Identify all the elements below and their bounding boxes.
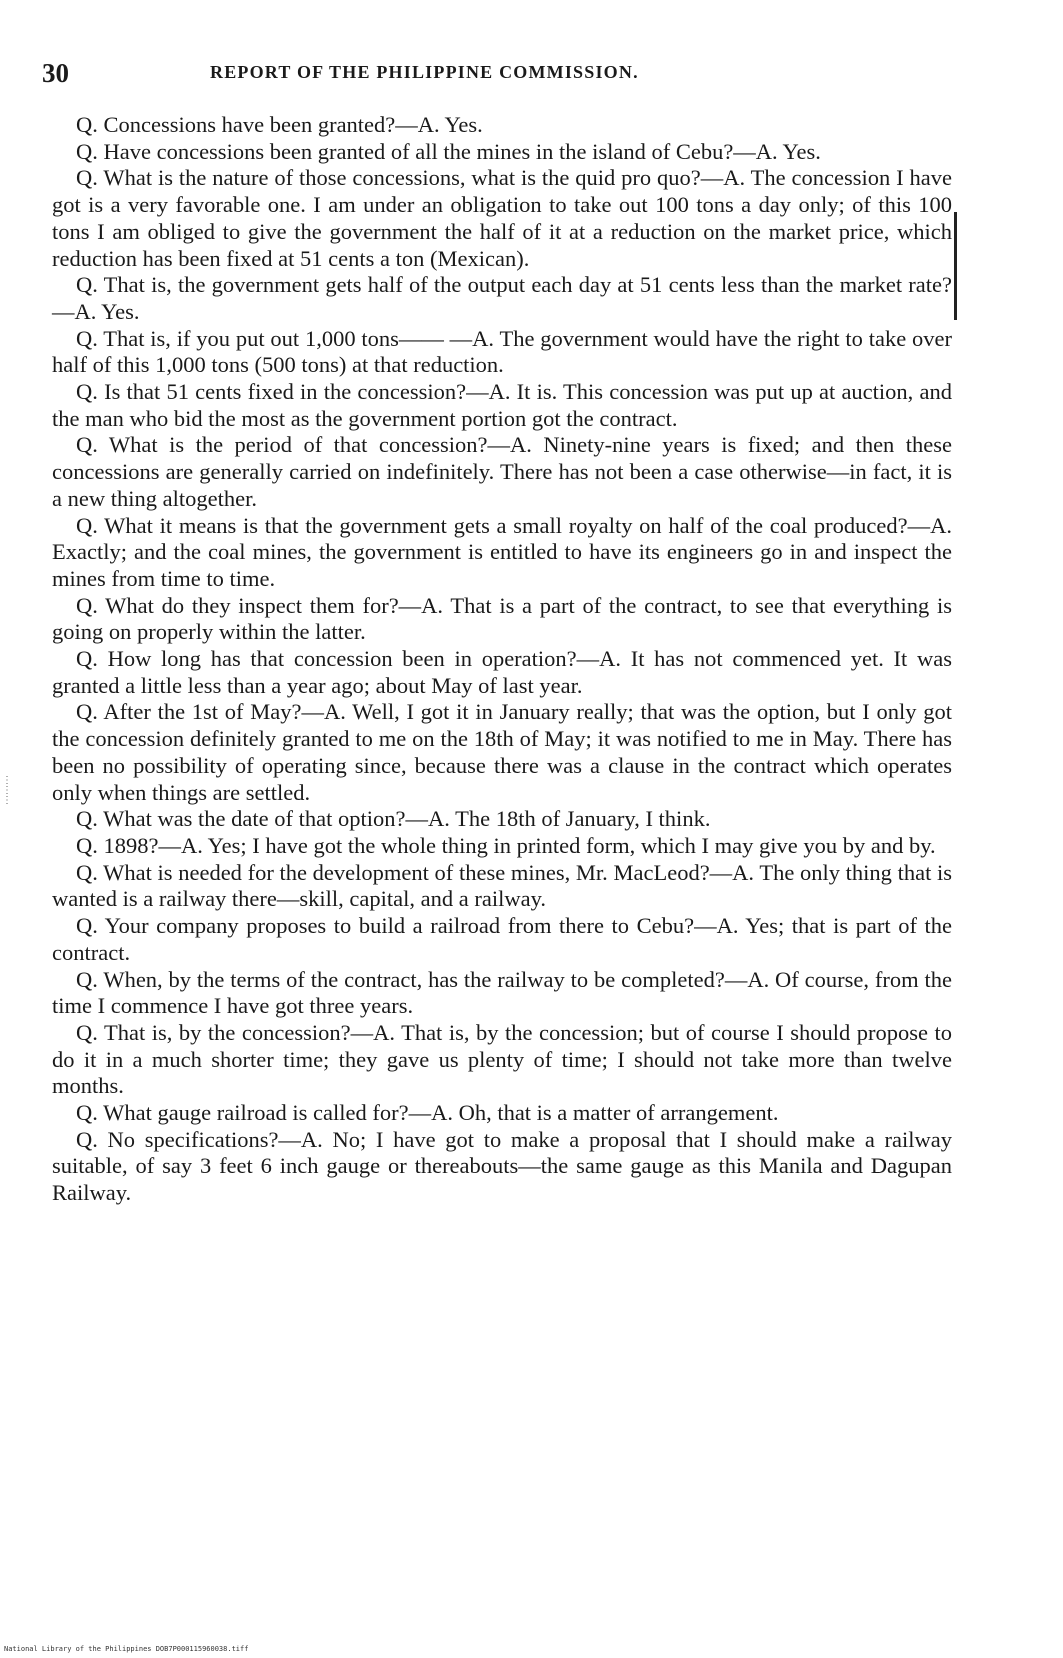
paragraph: Q. No specifications?—A. No; I have got to make a proposal that I should make a railway suitable, of say 3 feet 6 inch gauge or thereabouts—the same gauge as this Manila and Dagupan Railway. (52, 1126, 952, 1206)
paragraph: Q. That is, the government gets half of the output each day at 51 cents less than the market rate?—A. Yes. (52, 272, 952, 324)
paragraph: Q. After the 1st of May?—A. Well, I got it in January really; that was the option, but I only got the concession definitely granted to me on the 18th of May; it was notified to me in May. There has been no possibility of operating since, because there was a clause in the contract which operates only when things are settled. (52, 699, 952, 805)
paragraph: Q. How long has that concession been in operation?—A. It has not commenced yet. It was granted a little less than a year ago; about May of last year. (52, 646, 952, 698)
paragraph: Q. Have concessions been granted of all the mines in the island of Cebu?—A. Yes. (76, 138, 821, 164)
body-text (52, 112, 952, 1207)
paragraph: Q. That is, by the concession?—A. That is, by the concession; but of course I should propose to do it in a much shorter time; they gave us plenty of time; I should not take more than twelve months. (52, 1019, 952, 1099)
page-number: 30 (42, 58, 69, 88)
digitization-credit: National Library of the Philippines DOB7P000115960038.tiff (4, 1645, 249, 1653)
paragraph: Q. What it means is that the government gets a small royalty on half of the coal produced?—A. Exactly; and the coal mines, the government is entitled to have its engineers go in and inspect the mines from time to time. (52, 512, 952, 591)
paragraph: Q. What gauge railroad is called for?—A. Oh, that is a matter of arrangement. (76, 1100, 779, 1126)
margin-line (954, 212, 957, 320)
paragraph: Q. What is the period of that concession?—A. Ninety-nine years is fixed; and then these concessions are generally carried on indefinitely. There has not been a case otherwise—in fact, it is a new thing altogether. (52, 432, 952, 511)
paragraph: Q. That is, if you put out 1,000 tons—— —A. The government would have the right to take over half of this 1,000 tons (500 tons) at that reduction. (52, 325, 952, 378)
margin-specks: ⋮ ⋮ ⋮ (2, 775, 12, 806)
paragraph: Q. What is the nature of those concessions, what is the quid pro quo?—A. The concession I have got is a very favorable one. I am under an obligation to take out 100 tons a day only; of this 100 tons I am obliged to give the government the half of it at a reduction on the market price, which reduction has been fixed at 51 cents a ton (Mexican). (52, 165, 952, 271)
paragraph: Q. Your company proposes to build a railroad from there to Cebu?—A. Yes; that is part of the contract. (52, 913, 952, 965)
paragraph: Q. 1898?—A. Yes; I have got the whole thing in printed form, which I may give you by and by. (76, 832, 936, 858)
paragraph: Q. What was the date of that option?—A. The 18th of January, I think. (76, 806, 711, 832)
paragraph: Q. What is needed for the development of these mines, Mr. MacLeod?—A. The only thing that is wanted is a railway there—skill, capital, and a railway. (52, 859, 952, 912)
running-head: REPORT OF THE PHILIPPINE COMMISSION. (210, 62, 639, 82)
paragraph: Q. What do they inspect them for?—A. That is a part of the contract, to see that everything is going on properly within the latter. (52, 592, 952, 645)
paragraph: Q. Concessions have been granted?—A. Yes. (76, 112, 483, 137)
paragraph: Q. Is that 51 cents fixed in the concession?—A. It is. This concession was put up at auction, and the man who bid the most as the government portion got the contract. (52, 379, 952, 431)
paragraph: Q. When, by the terms of the contract, has the railway to be completed?—A. Of course, from the time I commence I have got three years. (52, 966, 952, 1019)
